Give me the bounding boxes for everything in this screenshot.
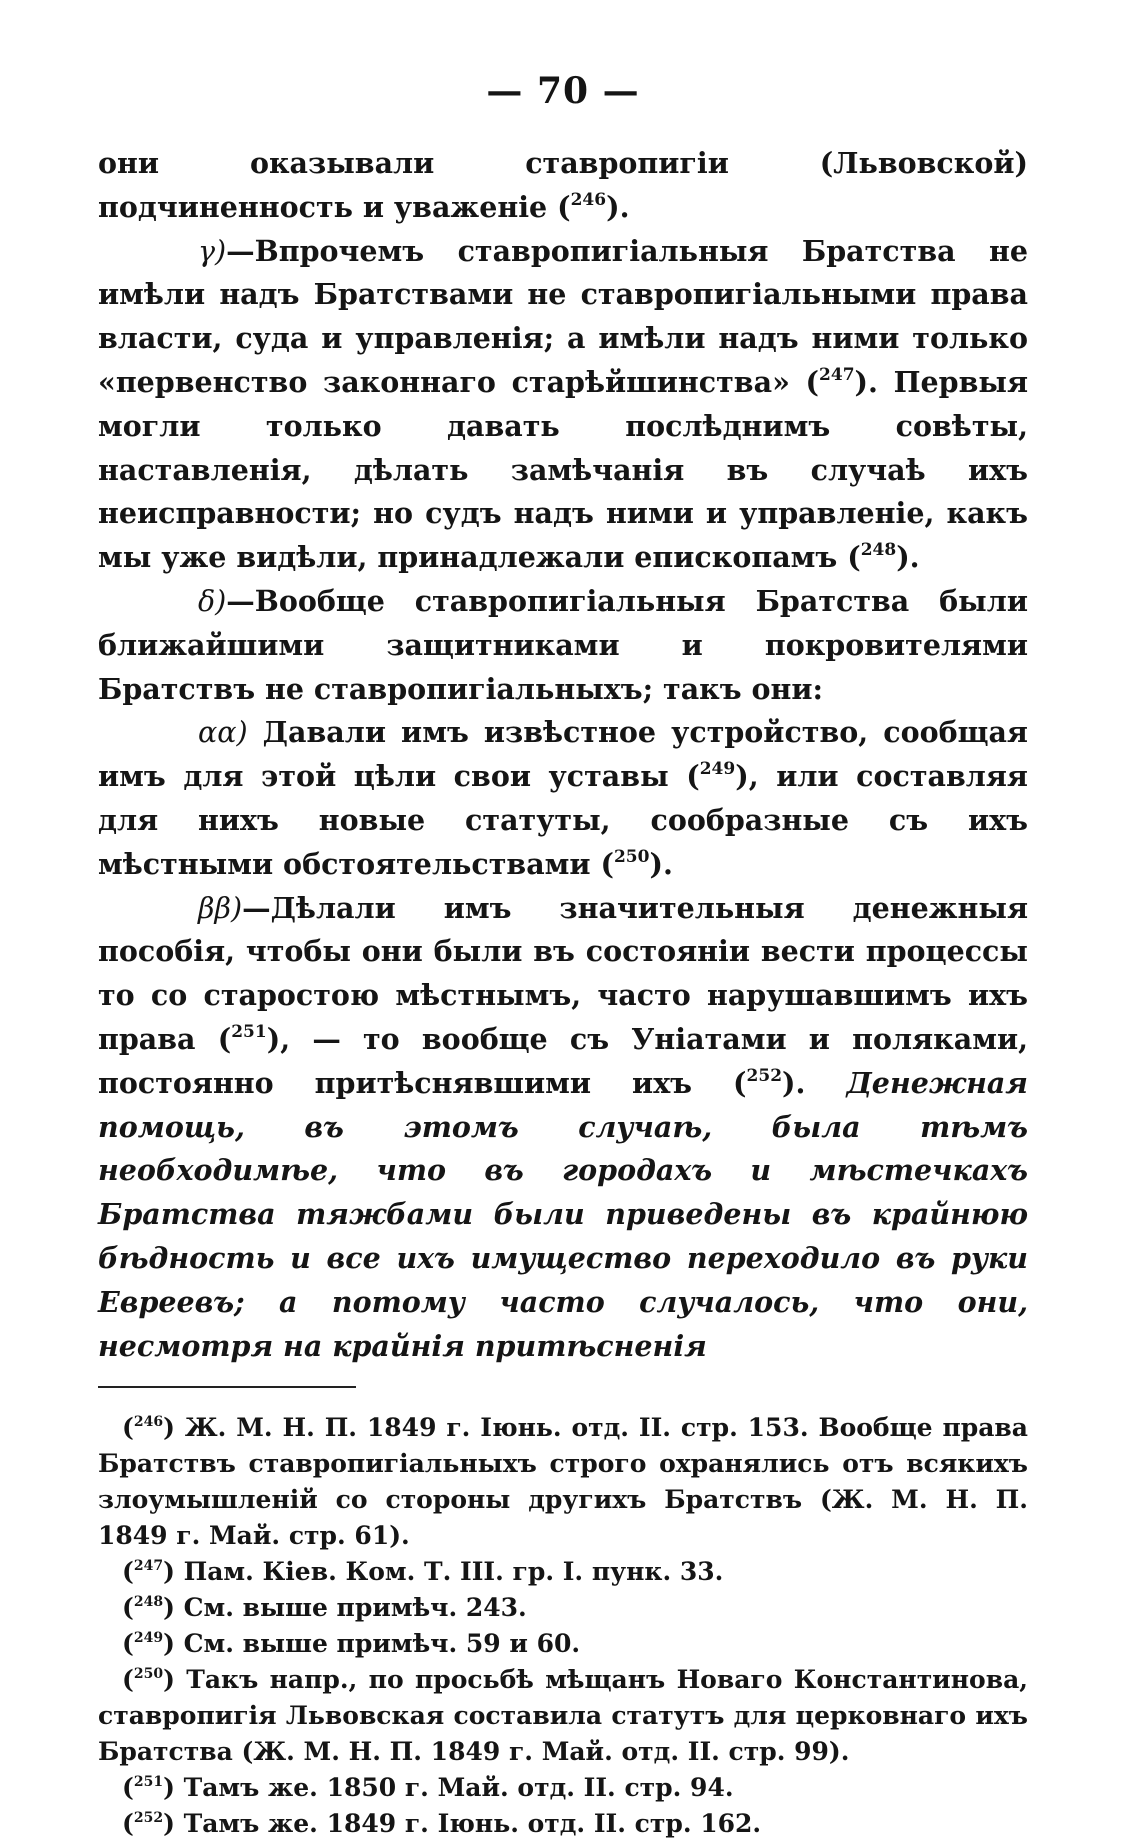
- paragraph-beta-text-2: ), — то вообще съ Уніатами и поляками, постоянно притѣснявшими ихъ (: [98, 1021, 1029, 1100]
- paragraph-alpha-marker: αα): [198, 716, 248, 750]
- page-number: — 70 —: [486, 70, 640, 112]
- paragraph-alpha: [98, 711, 1028, 886]
- main-text: [98, 142, 1028, 1368]
- paragraph-delta: [98, 580, 1028, 711]
- footnote-number: 249: [133, 1630, 164, 1647]
- paragraph-beta-text-3: ).: [782, 1065, 847, 1100]
- book-page: [98, 70, 1028, 1842]
- paragraph-beta-italic-text: Денежная помощь, въ этомъ случаѣ, была тѣмъ необходимѣе, что въ городахъ и мѣстечкахъ Братства тяжбами были приведены въ крайнюю бѣдность и все ихъ имущество переходило въ руки Евреевъ; а потому часто случалось, что они, несмотря на крайнія притѣсненія: [98, 1065, 1028, 1363]
- footnotes: [98, 1410, 1028, 1842]
- footnote-text: См. выше примѣч. 59 и 60.: [183, 1629, 581, 1659]
- footnote: ($^{250}$) Такъ напр., по просьбѣ мѣщанъ Новаго Константинова, ставропигія Львовская составила статутъ для церковнаго ихъ Братства (Ж. М. Н. П. 1849 г. Май. отд. II. стр. 99).: [98, 1665, 1028, 1767]
- paragraph-alpha-text-3: ).: [649, 846, 673, 881]
- footnote-text: Ж. М. Н. П. 1849 г. Іюнь. отд. II. стр. 153. Вообще права Братствъ ставропигіальныхъ строго охранялись отъ всякихъ злоумышленій со стороны другихъ Братствъ (Ж. М. Н. П. 1849 г. Май. стр. 61).: [98, 1413, 1028, 1551]
- footnote-number: 246: [133, 1414, 164, 1431]
- footnote-ref-246[interactable]: 246: [570, 189, 607, 210]
- paragraph-1-text: они оказывали ставропигіи (Львовской) подчиненность и уваженіе (: [98, 146, 1028, 224]
- footnote: ($^{248}$) См. выше примѣч. 243.: [122, 1593, 527, 1623]
- footnote-text: Тамъ же. 1849 г. Іюнь. отд. II. стр. 162.: [183, 1809, 762, 1839]
- footnote-ref-247[interactable]: 247: [819, 364, 855, 385]
- footnote-number: 251: [133, 1774, 164, 1791]
- paragraph-1: [98, 142, 1028, 230]
- footnote-number: 248: [133, 1594, 164, 1611]
- footnote-ref-252[interactable]: 252: [746, 1065, 783, 1086]
- footnote-ref-249[interactable]: 249: [699, 759, 736, 780]
- paragraph-delta-marker: δ): [198, 584, 227, 618]
- footnote-divider: [98, 1386, 356, 1388]
- footnote: ($^{246}$) Ж. М. Н. П. 1849 г. Іюнь. отд. II. стр. 153. Вообще права Братствъ ставропигіальныхъ строго охранялись отъ всякихъ злоумышленій со стороны другихъ Братствъ (Ж. М. Н. П. 1849 г. Май. стр. 61).: [98, 1413, 1028, 1551]
- paragraph-gamma-text-3: ).: [896, 540, 920, 575]
- paragraph-beta-text-1: —Дѣлали имъ значительныя денежныя пособія, чтобы они были въ состояніи вести процессы то со старостою мѣстнымъ, часто нарушавшимъ ихъ права (: [98, 890, 1028, 1056]
- footnote: ($^{252}$) Тамъ же. 1849 г. Іюнь. отд. II. стр. 162.: [122, 1809, 762, 1839]
- paragraph-alpha-text-1: Давали имъ извѣстное устройство, сообщая имъ для этой цѣли свои уставы (: [98, 715, 1028, 794]
- paragraph-gamma-text-1: —Впрочемъ ставропигіальныя Братства не имѣли надъ Братствами не ставропигіальными права власти, суда и управленія; а имѣли надъ ними только «первенство законнаго старѣйшинства» (: [98, 233, 1028, 399]
- paragraph-delta-text: —Вообще ставропигіальныя Братства были ближайшими защитниками и покровителями Братствъ не ставропигіальныхъ; такъ они:: [98, 583, 1028, 706]
- footnote-ref-248[interactable]: 248: [860, 540, 897, 561]
- paragraph-beta: [98, 887, 1028, 1369]
- paragraph-alpha-text-2: ), или составляя для нихъ новые статуты, сообразные съ ихъ мѣстными обстоятельствами (: [98, 759, 1028, 881]
- paragraph-beta-marker: ββ): [198, 891, 243, 925]
- paragraph-gamma-marker: γ): [198, 234, 227, 268]
- footnote-number: 247: [133, 1558, 164, 1575]
- footnote: ($^{251}$) Тамъ же. 1850 г. Май. отд. II. стр. 94.: [122, 1773, 734, 1803]
- footnote: ($^{249}$) См. выше примѣч. 59 и 60.: [122, 1629, 581, 1659]
- footnote-ref-251[interactable]: 251: [231, 1021, 267, 1042]
- footnote-text: Такъ напр., по просьбѣ мѣщанъ Новаго Константинова, ставропигія Львовская составила статутъ для церковнаго ихъ Братства (Ж. М. Н. П. 1849 г. Май. отд. II. стр. 99).: [98, 1665, 1028, 1767]
- footnote-number: 250: [133, 1666, 164, 1683]
- footnote-text: Пам. Кіев. Ком. Т. III. гр. I. пунк. 33.: [183, 1557, 724, 1587]
- paragraph-gamma-text-2: ). Первыя могли только давать послѣднимъ совѣты, наставленія, дѣлать замѣчанія въ случаѣ ихъ неисправности; но судъ надъ ними и управленіе, какъ мы уже видѣли, принадлежали епископамъ (: [98, 364, 1028, 575]
- footnote: ($^{247}$) Пам. Кіев. Ком. Т. III. гр. I. пунк. 33.: [122, 1557, 724, 1587]
- paragraph-gamma: [98, 230, 1028, 580]
- paragraph-1-tail: ).: [606, 189, 630, 224]
- footnote-text: См. выше примѣч. 243.: [183, 1593, 527, 1623]
- footnote-text: Тамъ же. 1850 г. Май. отд. II. стр. 94.: [183, 1773, 734, 1803]
- footnote-ref-250[interactable]: 250: [613, 846, 650, 867]
- footnote-number: 252: [133, 1810, 164, 1827]
